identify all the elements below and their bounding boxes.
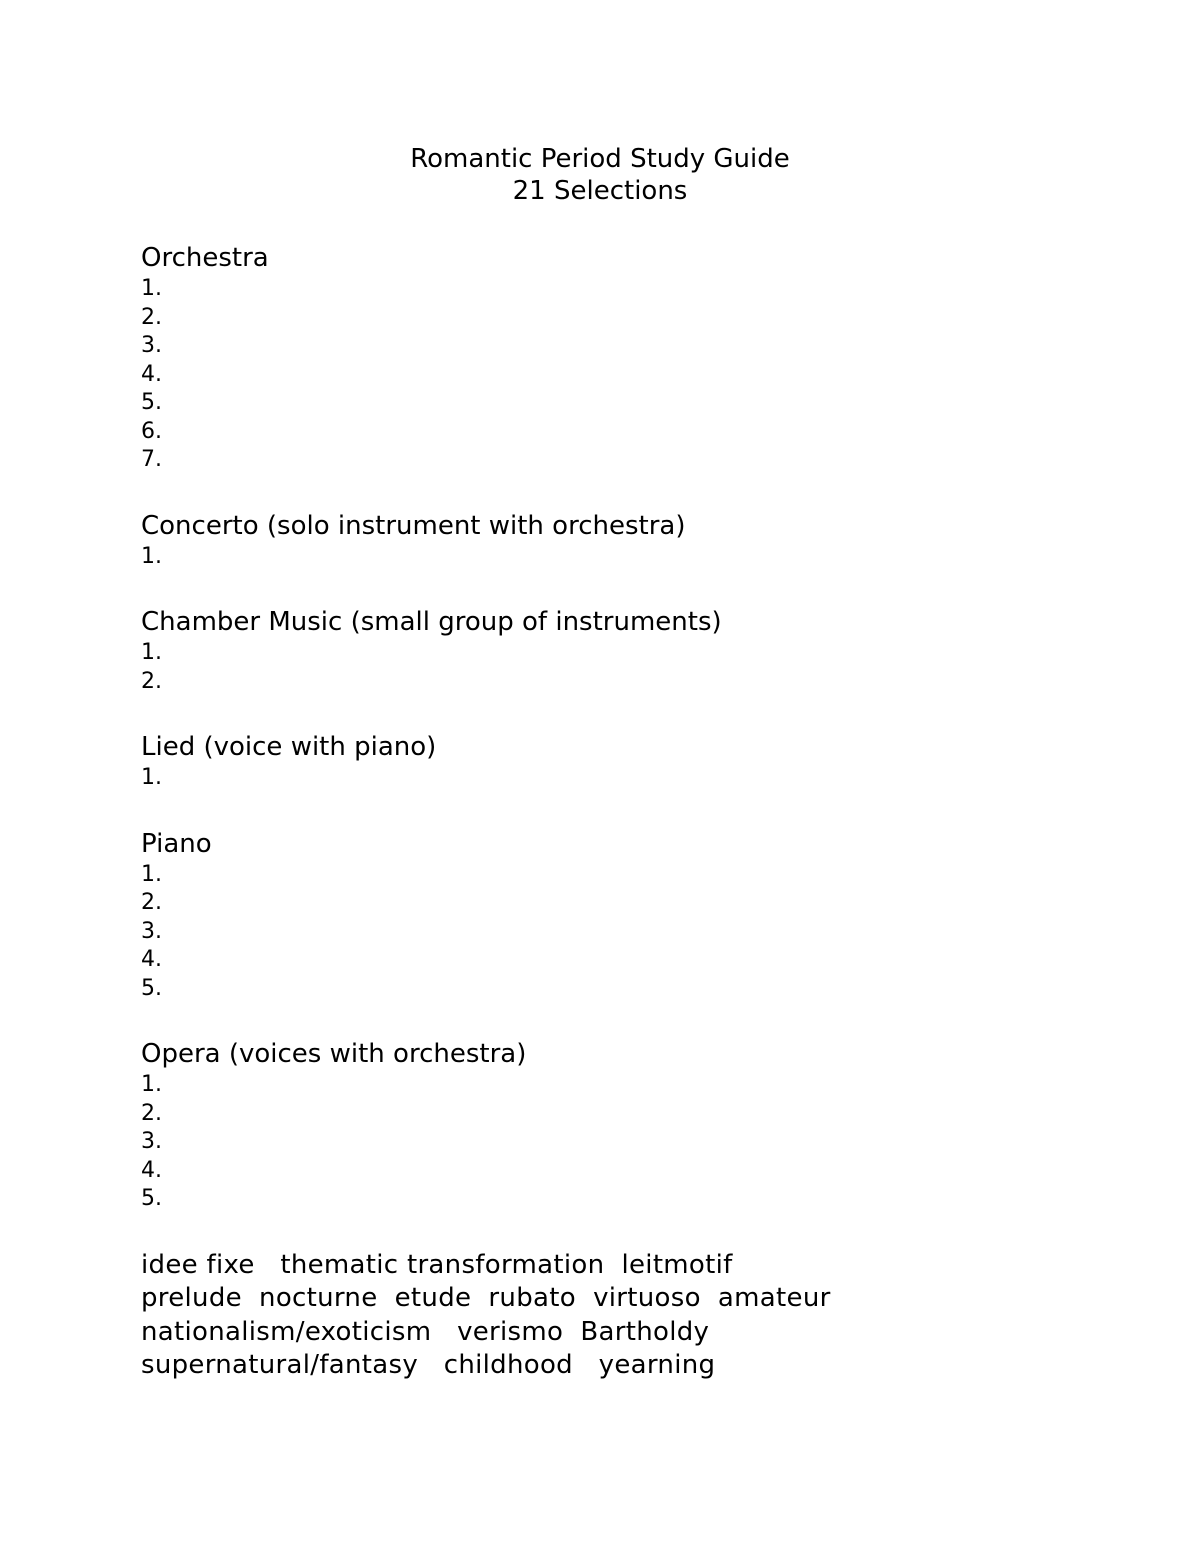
section-heading: Piano [141, 828, 212, 859]
section-lied [141, 731, 1141, 793]
section-chamber-music [141, 606, 1141, 696]
list-item: 3. [141, 333, 162, 358]
section-heading: Concerto (solo instrument with orchestra) [141, 510, 686, 541]
section-heading: Opera (voices with orchestra) [141, 1039, 527, 1069]
list-item: 6. [141, 418, 162, 444]
section-heading: Chamber Music (small group of instruments) [141, 607, 722, 637]
section-heading: Orchestra [141, 243, 269, 273]
title-block [0, 143, 1200, 207]
list-item: 7. [141, 447, 162, 472]
list-item: 1. [141, 640, 162, 665]
list-item: 2. [141, 304, 162, 330]
terms-line: idee fixe thematic transformation leitmotif [141, 1249, 733, 1280]
list-item: 5. [141, 1186, 162, 1211]
page-subtitle: 21 Selections [512, 176, 688, 206]
list-item: 1. [141, 861, 162, 887]
section-concerto [141, 510, 1141, 572]
list-item: 4. [141, 947, 162, 972]
list-item: 2. [141, 890, 162, 915]
section-opera [141, 1038, 1141, 1214]
list-item: 2. [141, 668, 162, 694]
terms-list [141, 1249, 1141, 1383]
terms-line: prelude nocturne etude rubato virtuoso amateur [141, 1283, 831, 1313]
list-item: 2. [141, 1100, 162, 1126]
section-orchestra [141, 242, 1141, 475]
terms-line: nationalism/exoticism verismo Bartholdy [141, 1316, 710, 1347]
list-item: 1. [141, 276, 162, 301]
list-item: 3. [141, 918, 162, 944]
list-item: 1. [141, 1072, 162, 1097]
terms-line: supernatural/fantasy childhood yearning [141, 1350, 716, 1380]
list-item: 1. [141, 765, 162, 790]
list-item: 5. [141, 390, 162, 415]
list-item: 4. [141, 361, 162, 387]
list-item: 3. [141, 1129, 162, 1154]
section-heading: Lied (voice with piano) [141, 732, 437, 762]
list-item: 4. [141, 1157, 162, 1183]
content [141, 242, 1141, 1383]
list-item: 5. [141, 975, 162, 1001]
list-item: 1. [141, 543, 162, 569]
page-title: Romantic Period Study Guide [410, 144, 790, 174]
section-piano [141, 828, 1141, 1004]
